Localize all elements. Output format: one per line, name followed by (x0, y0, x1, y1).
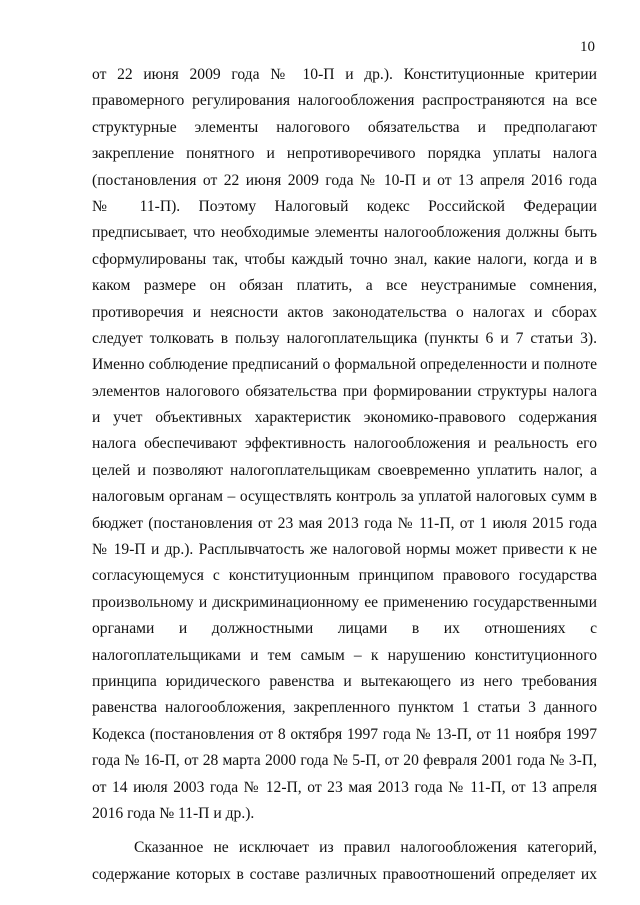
text-line: (постановления от 22 июня 2009 года № 10-П и от 13 апреля 2016 года (92, 171, 597, 189)
text-line: равенства налогообложения, закрепленного пунктом 1 статьи 3 данного (92, 699, 597, 717)
text-line: Кодекса (постановления от 8 октября 1997 года № 13-П, от 11 ноября 1997 (92, 725, 597, 743)
text-line: бюджет (постановления от 23 мая 2013 года № 11-П, от 1 июля 2015 года (92, 514, 597, 532)
text-line: целей и позволяют налогоплательщикам своевременно уплатить налог, а (92, 461, 597, 479)
text-line: следует толковать в пользу налогоплательщика (пункты 6 и 7 статьи 3). (92, 329, 597, 347)
text-line: содержание которых в составе различных правоотношений определяет их (92, 865, 597, 883)
paragraph (92, 835, 597, 888)
text-line: налога обеспечивают эффективность налогообложения и реальность его (92, 435, 597, 453)
text-line: налогоплательщиками и тем самым – к нарушению конституционного (92, 646, 597, 664)
text-line: принципа юридического равенства и вытекающего из него требования (92, 672, 597, 690)
text-line: налоговым органам – осуществлять контроль за уплатой налоговых сумм в (92, 488, 597, 506)
text-line: года № 16-П, от 28 марта 2000 года № 5-П, от 20 февраля 2001 года № 3-П, (92, 752, 597, 770)
paragraph-gap (92, 827, 597, 835)
text-line: от 22 июня 2009 года № 10-П и др.). Конституционные критерии (92, 66, 597, 83)
text-line: закрепление понятного и непротиворечивого порядка уплаты налога (92, 145, 597, 163)
text-line: противоречия и неясности актов законодательства о налогах и сборах (92, 303, 597, 321)
text-line: предписывает, что необходимые элементы налогообложения должны быть (92, 224, 597, 242)
text-line: Именно соблюдение предписаний о формальной определенности и полноте (92, 356, 597, 374)
text-line: произвольному и дискриминационному ее применению государственными (92, 593, 597, 611)
text-line: № 19-П и др.). Расплывчатость же налоговой нормы может привести к не (92, 541, 597, 559)
text-line: сформулированы так, чтобы каждый точно знал, какие налоги, когда и в (92, 250, 597, 268)
text-line: согласующемуся с конституционным принципом правового государства (92, 567, 597, 585)
text-line: структурные элементы налогового обязательства и предполагают (92, 118, 597, 136)
text-line: и учет объективных характеристик экономико-правового содержания (92, 409, 597, 427)
page-number: 10 (580, 39, 595, 55)
text-line: от 14 июля 2003 года № 12-П, от 23 мая 2013 года № 11-П, от 13 апреля (92, 778, 597, 796)
text-line: правомерного регулирования налогообложения распространяются на все (92, 92, 597, 110)
text-line: каком размере он обязан платить, а все неустранимые сомнения, (92, 277, 597, 295)
text-line: Сказанное не исключает из правил налогообложения категорий, (134, 839, 597, 857)
text-line: 2016 года № 11-П и др.). (92, 804, 255, 822)
text-line: элементов налогового обязательства при формировании структуры налога (92, 382, 597, 400)
text-line: органами и должностными лицами в их отношениях с (92, 620, 597, 638)
text-line: № 11-П). Поэтому Налоговый кодекс Российской Федерации (92, 197, 597, 215)
body-text (92, 62, 597, 888)
paragraph (92, 62, 597, 827)
